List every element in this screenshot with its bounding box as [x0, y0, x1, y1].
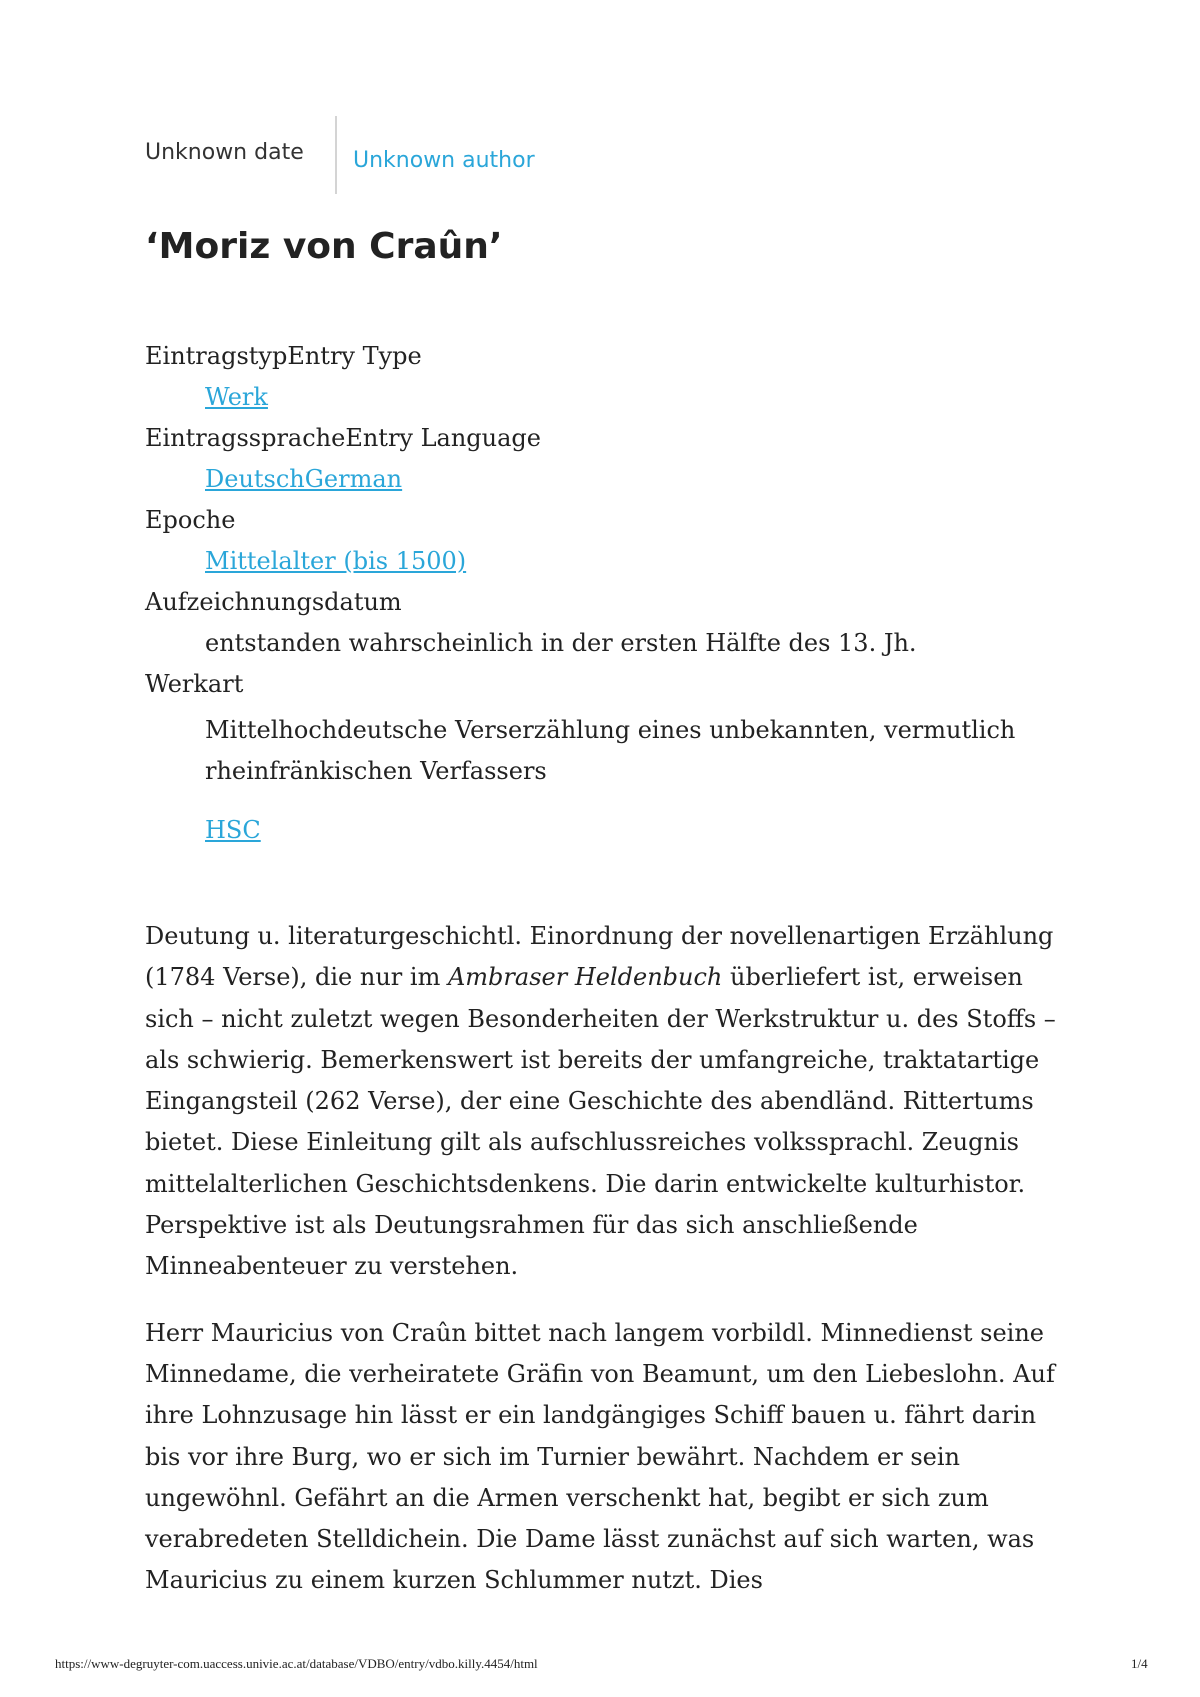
entry-type-value [205, 382, 1075, 423]
werkart-value: Mittelhochdeutsche Verserzählung eines unbekannten, vermutlich rheinfränkischen Verfassers [205, 716, 1016, 785]
work-title-italic: Ambraser Heldenbuch [447, 963, 723, 992]
entry-author-link[interactable]: Unknown author [353, 148, 535, 173]
entry-body [145, 916, 1075, 1602]
entry-language-link[interactable]: DeutschGerman [205, 465, 403, 493]
epoche-link[interactable]: Mittelalter (bis 1500) [205, 547, 467, 575]
aufzeichnungsdatum-label: Aufzeichnungsdatum [145, 588, 402, 616]
body-paragraph [145, 916, 1075, 1288]
entry-type-link[interactable]: Werk [205, 383, 268, 411]
footer-url: https://www-degruyter-com.uaccess.univie.ac.at/database/VDBO/entry/vdbo.killy.4454/html [55, 1656, 538, 1671]
entry-title: ‘Moriz von Craûn’ [145, 226, 503, 267]
aufzeichnungsdatum-value: entstanden wahrscheinlich in der ersten Hälfte des 13. Jh. [205, 629, 917, 657]
entry-date: Unknown date [145, 140, 304, 165]
entry-language-value [205, 464, 1075, 505]
hsc-row [205, 815, 1075, 856]
body-paragraph-text: überliefert ist, erweisen sich – nicht zuletzt wegen Besonderheiten der Werkstruktur u. des Stoffs – als schwierig. Bemerkenswert ist bereits der umfangreiche, traktatartige Eingangsteil (262 Verse), der eine Geschichte des abendländ. Rittertums bietet. Diese Einleitung gilt als aufschlussreiches volkssprachl. Zeugnis mittelalterlichen Geschichtsdenkens. Die darin entwickelte kulturhistor. Perspektive ist als Deutungsrahmen für das sich anschließende Minneabenteuer zu verstehen. [145, 963, 1056, 1281]
footer-page-number: 1/4 [1131, 1656, 1148, 1671]
entry-details-list [145, 341, 1075, 856]
werkart-label: Werkart [145, 670, 244, 698]
hsc-link[interactable]: HSC [205, 816, 261, 844]
body-paragraph-text: Deutung u. literaturgeschichtl. Einordnung der novellenartigen Erzählung (1784 Verse), die nur im [145, 922, 1054, 992]
body-paragraph: Herr Mauricius von Craûn bittet nach langem vorbildl. Minnedienst seine Minnedame, die verheiratete Gräfin von Beamunt, um den Liebeslohn. Auf ihre Lohnzusage hin lässt er ein landgängiges Schiff bauen u. fährt darin bis vor ihre Burg, wo er sich im Turnier bewährt. Nachdem er sein ungewöhnl. Gefährt an die Armen verschenkt hat, begibt er sich zum verabredeten Stelldichein. Die Dame lässt zunächst auf sich warten, was Mauricius zu einem kurzen Schlummer nutzt. Dies [145, 1318, 1055, 1595]
epoche-value [205, 546, 1075, 587]
entry-type-label: EintragstypEntry Type [145, 342, 422, 370]
epoche-label: Epoche [145, 506, 236, 534]
entry-language-label: EintragsspracheEntry Language [145, 424, 541, 452]
meta-divider [335, 116, 337, 194]
